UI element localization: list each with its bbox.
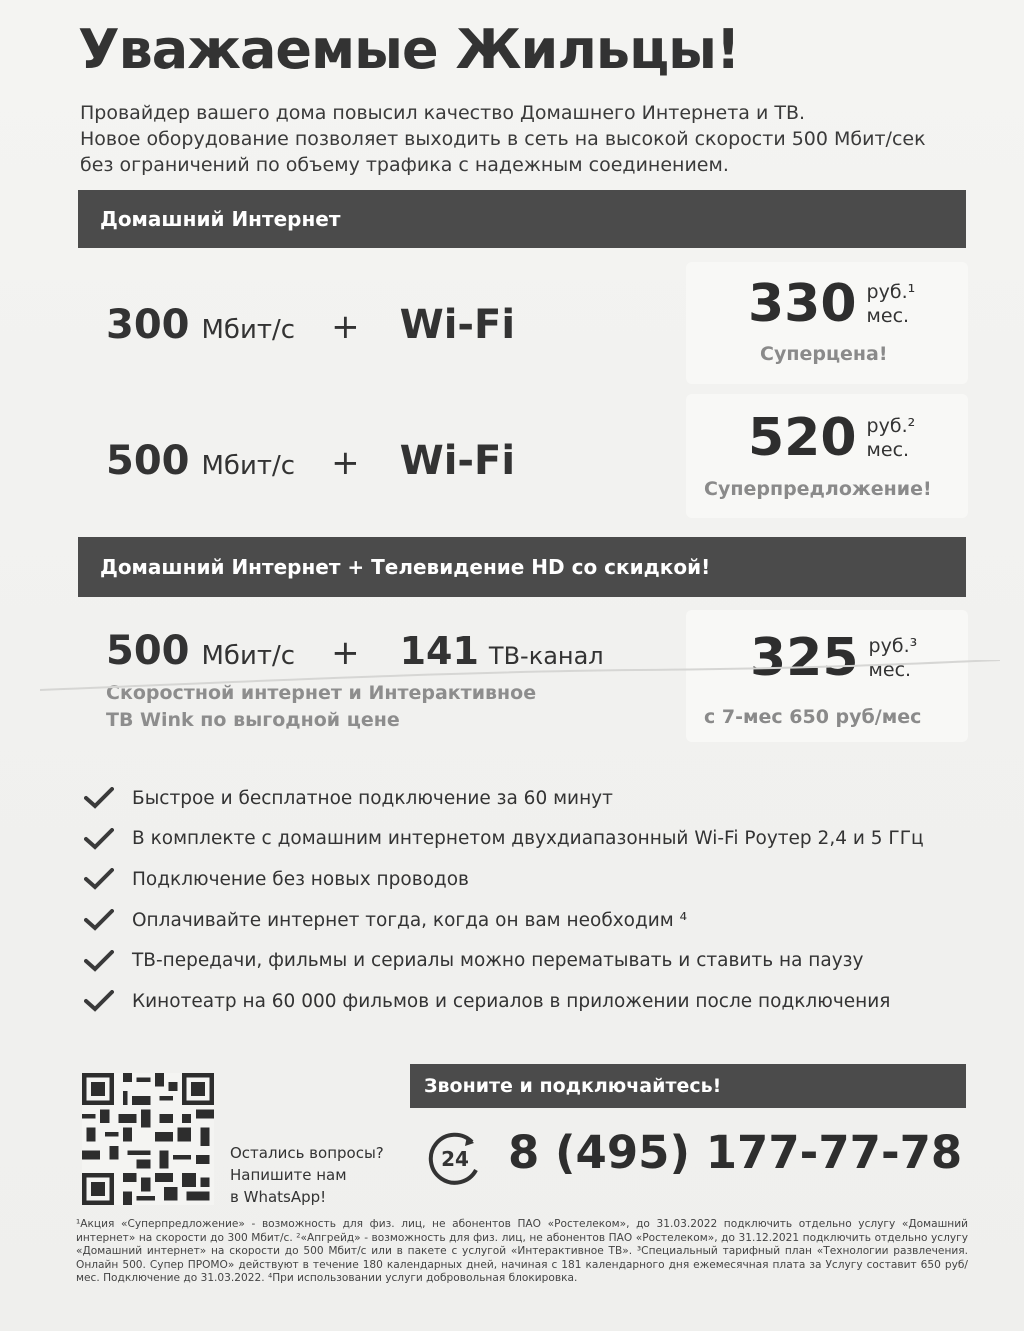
plan-speed: 500	[106, 628, 190, 674]
checkmark-icon	[84, 828, 114, 850]
24-hours-icon	[424, 1132, 486, 1186]
price-value: 330	[748, 274, 857, 334]
plan-speed-unit: Мбит/с	[201, 315, 296, 345]
whatsapp-line: Напишите нам	[230, 1166, 347, 1184]
list-item	[84, 900, 924, 941]
benefit-text: Быстрое и бесплатное подключение за 60 минут	[132, 787, 613, 809]
plan-speed: 300	[106, 302, 190, 348]
checkmark-icon	[84, 909, 114, 931]
benefit-text: Подключение без новых проводов	[132, 868, 469, 890]
price-period: мес.	[866, 305, 910, 327]
intro-text	[80, 100, 980, 178]
internet-section-header	[78, 190, 966, 248]
plan-row-500	[106, 438, 515, 484]
price-period: мес.	[868, 659, 912, 681]
hours-badge-text: 24	[441, 1147, 469, 1171]
benefit-text: ТВ-передачи, фильмы и сериалы можно перематывать и ставить на паузу	[132, 950, 864, 972]
plan-price	[748, 274, 916, 334]
checkmark-icon	[84, 950, 114, 972]
plan-price	[748, 408, 916, 468]
call-section-header	[410, 1064, 966, 1108]
call-heading: Звоните и подключайтесь!	[424, 1075, 722, 1097]
tv-channel-count: 141	[399, 629, 479, 673]
bundle-section-header	[78, 537, 966, 597]
price-value: 325	[750, 628, 859, 688]
plan-extra: Wi-Fi	[399, 438, 516, 484]
list-item	[84, 859, 924, 900]
plan-speed-unit: Мбит/с	[201, 451, 296, 481]
plan-row-300	[106, 302, 515, 348]
price-currency: руб.³	[868, 635, 918, 657]
description-line: Скоростной интернет и Интерактивное	[106, 682, 537, 704]
section-heading: Домашний Интернет + Телевидение HD со скидкой!	[100, 555, 711, 579]
plan-speed-unit: Мбит/с	[201, 641, 296, 671]
plus-sign: +	[331, 307, 360, 347]
whatsapp-prompt	[230, 1142, 384, 1208]
list-item	[84, 819, 924, 860]
plus-sign: +	[331, 633, 360, 673]
benefit-text: В комплекте с домашним интернетом двухдиапазонный Wi-Fi Роутер 2,4 и 5 ГГц	[132, 828, 924, 850]
price-unit	[867, 280, 916, 328]
footnote: ¹Акция «Суперпредложение» - возможность для физ. лиц, не абонентов ПАО «Ростелеком», до 31.03.2022 подключить отдельно услугу «Домашний интернет» на скорости до 300 Мбит/с. ²«Апгрейд» - возможность для физ. лиц, не абонентов ПАО «Ростелеком», до 31.12.2021 подключить отдельно услугу «Домашний интернет» на скорости до 500 Мбит/с или в пакете с услугой «Интерактивное ТВ». ³Специальный тарифный план «Технологии развлечения. Онлайн 500. Супер ПРОМО» действуют в течение 180 календарных дней, начиная с 181 календарного дня ежемесячная плата за Услугу составит 650 руб/мес. Подключение до 31.03.2022. ⁴При использовании услуги добровольная блокировка.	[76, 1218, 968, 1284]
price-currency: руб.¹	[866, 281, 916, 303]
price-period: мес.	[866, 439, 910, 461]
checkmark-icon	[84, 990, 114, 1012]
price-note: с 7-мес 650 руб/мес	[704, 706, 922, 728]
tv-channel-unit: ТВ-канал	[488, 642, 604, 670]
list-item	[84, 778, 924, 819]
checkmark-icon	[84, 787, 114, 809]
page-title: Уважаемые Жильцы!	[78, 18, 740, 81]
price-note: Суперцена!	[760, 343, 888, 365]
intro-line: Новое оборудование позволяет выходить в сеть на высокой скорости 500 Мбит/сек	[80, 128, 926, 150]
plan-extra: Wi-Fi	[399, 302, 516, 348]
benefits-list	[84, 778, 924, 1022]
benefit-text: Оплачивайте интернет тогда, когда он вам необходим ⁴	[132, 909, 688, 931]
whatsapp-line: в WhatsApp!	[230, 1188, 327, 1206]
phone-number[interactable]: 8 (495) 177-77-78	[508, 1126, 963, 1179]
price-value: 520	[748, 408, 857, 468]
paper-crease	[40, 660, 1000, 700]
description-line: ТВ Wink по выгодной цене	[106, 709, 400, 731]
section-heading: Домашний Интернет	[100, 207, 341, 231]
plan-speed: 500	[106, 438, 190, 484]
list-item	[84, 940, 924, 981]
price-note: Суперпредложение!	[704, 478, 932, 500]
list-item	[84, 981, 924, 1022]
intro-line: без ограничений по объему трафика с надежным соединением.	[80, 154, 729, 176]
plus-sign: +	[331, 443, 360, 483]
benefit-text: Кинотеатр на 60 000 фильмов и сериалов в приложении после подключения	[132, 990, 891, 1012]
qr-code-icon[interactable]	[82, 1073, 214, 1205]
whatsapp-line: Остались вопросы?	[230, 1144, 384, 1162]
price-currency: руб.²	[866, 415, 916, 437]
checkmark-icon	[84, 868, 114, 890]
intro-line: Провайдер вашего дома повысил качество Домашнего Интернета и ТВ.	[80, 102, 806, 124]
price-unit	[867, 414, 916, 462]
